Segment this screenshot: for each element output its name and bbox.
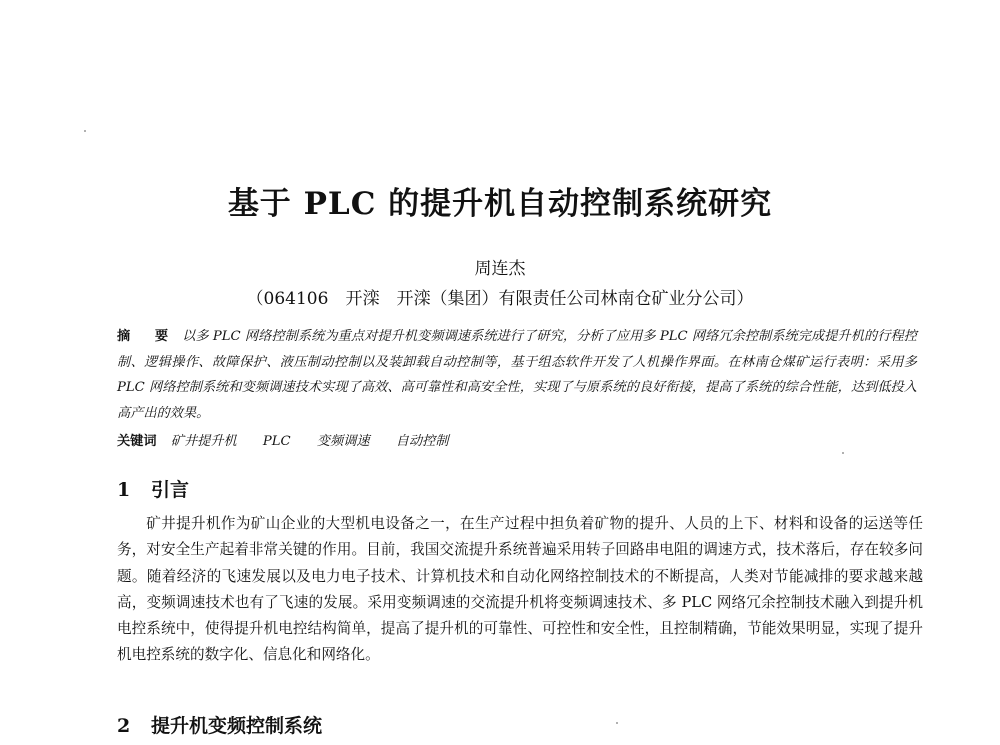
section-heading bbox=[117, 711, 322, 738]
scan-speck bbox=[616, 722, 618, 724]
body-paragraph: 矿井提升机作为矿山企业的大型机电设备之一，在生产过程中担负着矿物的提升、人员的上下、材料和设备的运送等任务，对安全生产起着非常关键的作用。目前，我国交流提升系统普遍采用转子回路串电阻的调速方式，技术落后，存在较多问题。随着经济的飞速发展以及电力电子技术、计算机技术和自动化网络控制技术的不断提高，人类对节能减排的要求越来越高，变频调速技术也有了飞速的发展。采用变频调速的交流提升机将变频调速技术、多 PLC 网络冗余控制技术融入到提升机电控系统中，使得提升机电控结构简单，提高了提升机的可靠性、可控性和安全性，且控制精确，节能效果明显，实现了提升机电控系统的数字化、信息化和网络化。 bbox=[117, 515, 923, 664]
scan-speck bbox=[84, 130, 86, 132]
keyword: 自动控制 bbox=[395, 434, 449, 449]
abstract bbox=[117, 324, 917, 426]
section-title: 提升机变频控制系统 bbox=[151, 715, 323, 737]
paper-title: 基于 PLC 的提升机自动控制系统研究 bbox=[227, 186, 773, 222]
section-heading bbox=[117, 475, 189, 502]
keywords bbox=[117, 429, 917, 454]
keyword: 矿井提升机 bbox=[170, 434, 237, 449]
abstract-text: 以多 PLC 网络控制系统为重点对提升机变频调速系统进行了研究，分析了应用多 PLC 网络冗余控制系统完成提升机的行程控制、逻辑操作、故障保护、液压制动控制以及装卸载自动控制等，基于组态软件开发了人机操作界面。在林南仓煤矿运行表明：采用多 PLC 网络控制系统和变频调速技术实现了高效、高可靠性和高安全性，实现了与原系统的良好衔接，提高了系统的综合性能，达到低投入高产出的效果。 bbox=[117, 329, 917, 421]
author-name: 周连杰 bbox=[474, 259, 526, 279]
keyword: PLC bbox=[262, 434, 291, 449]
keyword: 变频调速 bbox=[316, 434, 370, 449]
author-affiliation: （064106 开滦 开滦（集团）有限责任公司林南仓矿业分公司） bbox=[246, 289, 754, 309]
section-title: 引言 bbox=[151, 479, 190, 501]
section-number: 2 bbox=[117, 715, 131, 737]
abstract-label: 摘 要 bbox=[117, 329, 179, 344]
section-number: 1 bbox=[117, 479, 131, 501]
keywords-label: 关键词 bbox=[117, 434, 157, 449]
